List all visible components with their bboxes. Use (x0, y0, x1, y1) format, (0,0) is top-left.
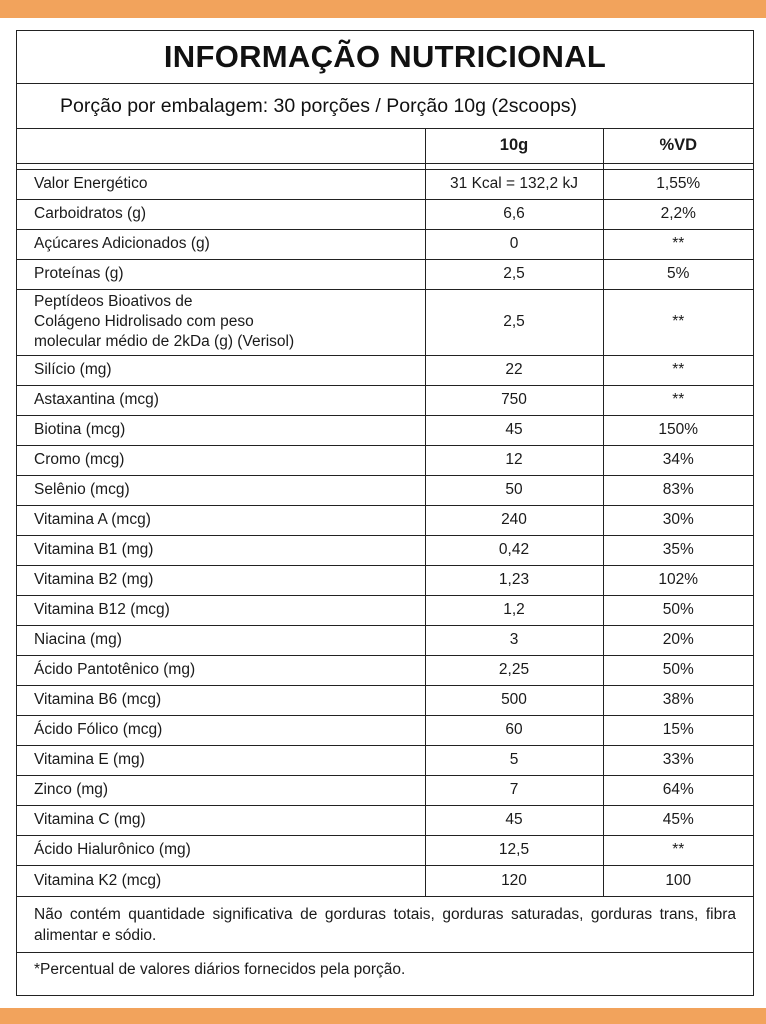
nutrient-amount: 22 (425, 355, 603, 385)
table-row (17, 475, 753, 505)
nutrient-name: Ácido Pantotênico (mg) (17, 655, 425, 685)
nutrient-name: Zinco (mg) (17, 775, 425, 805)
nutrient-daily-value: 64% (603, 775, 753, 805)
nutrient-daily-value: ** (603, 229, 753, 259)
nutrient-name: Peptídeos Bioativos de Colágeno Hidrolisado com peso molecular médio de 2kDa (g) (Verisol) (17, 289, 425, 355)
nutrient-daily-value: 5% (603, 259, 753, 289)
top-accent-bar (0, 0, 766, 18)
nutrient-amount: 0 (425, 229, 603, 259)
nutrient-amount: 240 (425, 505, 603, 535)
nutrient-amount: 50 (425, 475, 603, 505)
nutrient-daily-value: 35% (603, 535, 753, 565)
header-nutrient (17, 129, 425, 163)
nutrient-daily-value: 33% (603, 745, 753, 775)
nutrient-daily-value: 20% (603, 625, 753, 655)
nutrient-daily-value: 50% (603, 595, 753, 625)
nutrient-amount: 5 (425, 745, 603, 775)
nutrient-name: Vitamina C (mg) (17, 805, 425, 835)
table-body (17, 163, 753, 896)
nutrient-daily-value: 50% (603, 655, 753, 685)
table-header-row (17, 129, 753, 163)
bottom-accent-bar (0, 1008, 766, 1024)
nutrient-name: Vitamina B12 (mcg) (17, 595, 425, 625)
table-row (17, 835, 753, 865)
table-row (17, 445, 753, 475)
nutrient-name: Vitamina B6 (mcg) (17, 685, 425, 715)
nutrient-name: Ácido Hialurônico (mg) (17, 835, 425, 865)
nutrient-amount: 1,2 (425, 595, 603, 625)
nutrient-daily-value: ** (603, 289, 753, 355)
table-row (17, 355, 753, 385)
table-row (17, 625, 753, 655)
nutrient-amount: 1,23 (425, 565, 603, 595)
nutrient-daily-value: 38% (603, 685, 753, 715)
nutrient-name: Açúcares Adicionados (g) (17, 229, 425, 259)
nutrient-name: Biotina (mcg) (17, 415, 425, 445)
nutrient-amount: 6,6 (425, 199, 603, 229)
nutrient-name: Ácido Fólico (mcg) (17, 715, 425, 745)
nutrient-daily-value: 15% (603, 715, 753, 745)
table-row (17, 415, 753, 445)
nutrient-name: Astaxantina (mcg) (17, 385, 425, 415)
table-row (17, 505, 753, 535)
nutrient-amount: 45 (425, 415, 603, 445)
nutrient-amount: 3 (425, 625, 603, 655)
nutrient-name: Cromo (mcg) (17, 445, 425, 475)
footnote: *Percentual de valores diários fornecidos pela porção. (34, 960, 406, 978)
table-row (17, 169, 753, 199)
table-row (17, 775, 753, 805)
table-row (17, 745, 753, 775)
table-row (17, 865, 753, 896)
table-row (17, 805, 753, 835)
nutrient-name: Selênio (mcg) (17, 475, 425, 505)
nutrient-name: Vitamina E (mg) (17, 745, 425, 775)
nutrient-amount: 31 Kcal = 132,2 kJ (425, 169, 603, 199)
nutrient-name: Proteínas (g) (17, 259, 425, 289)
nutrient-amount: 45 (425, 805, 603, 835)
nutrient-amount: 2,25 (425, 655, 603, 685)
nutrient-daily-value: 30% (603, 505, 753, 535)
nutrient-amount: 120 (425, 865, 603, 896)
nutrition-facts-panel (16, 30, 754, 996)
nutrient-daily-value: 2,2% (603, 199, 753, 229)
nutrient-amount: 12,5 (425, 835, 603, 865)
nutrient-name: Niacina (mg) (17, 625, 425, 655)
nutrient-name: Carboidratos (g) (17, 199, 425, 229)
nutrient-daily-value: 102% (603, 565, 753, 595)
nutrient-amount: 12 (425, 445, 603, 475)
nutrient-daily-value: 34% (603, 445, 753, 475)
serving-info: Porção por embalagem: 30 porções / Porção 10g (2scoops) (17, 84, 753, 129)
nutrient-amount: 7 (425, 775, 603, 805)
nutrient-daily-value: ** (603, 385, 753, 415)
nutrient-name: Vitamina B2 (mg) (17, 565, 425, 595)
nutrient-name: Vitamina K2 (mcg) (17, 865, 425, 896)
table-row (17, 565, 753, 595)
table-row (17, 595, 753, 625)
nutrient-daily-value: ** (603, 355, 753, 385)
nutrient-daily-value: 83% (603, 475, 753, 505)
nutrition-note: Não contém quantidade significativa de gorduras totais, gorduras saturadas, gorduras trans, fibra alimentar e sódio. (17, 897, 753, 953)
nutrient-daily-value: 150% (603, 415, 753, 445)
table-row (17, 385, 753, 415)
nutrient-name: Vitamina A (mcg) (17, 505, 425, 535)
nutrient-amount: 500 (425, 685, 603, 715)
panel-title: INFORMAÇÃO NUTRICIONAL (17, 31, 753, 84)
nutrient-daily-value: 100 (603, 865, 753, 896)
nutrition-table (17, 129, 753, 897)
nutrient-amount: 60 (425, 715, 603, 745)
table-row (17, 199, 753, 229)
nutrient-daily-value: ** (603, 835, 753, 865)
nutrient-amount: 2,5 (425, 259, 603, 289)
table-row (17, 715, 753, 745)
nutrient-name: Vitamina B1 (mg) (17, 535, 425, 565)
nutrient-amount: 2,5 (425, 289, 603, 355)
nutrient-amount: 750 (425, 385, 603, 415)
table-row (17, 685, 753, 715)
header-amount: 10g (425, 129, 603, 163)
table-row (17, 229, 753, 259)
header-daily-value: %VD (603, 129, 753, 163)
nutrient-name: Valor Energético (17, 169, 425, 199)
table-row (17, 535, 753, 565)
table-row (17, 289, 753, 355)
table-row (17, 655, 753, 685)
nutrient-name: Silício (mg) (17, 355, 425, 385)
nutrient-amount: 0,42 (425, 535, 603, 565)
nutrient-daily-value: 45% (603, 805, 753, 835)
nutrient-daily-value: 1,55% (603, 169, 753, 199)
table-row (17, 259, 753, 289)
